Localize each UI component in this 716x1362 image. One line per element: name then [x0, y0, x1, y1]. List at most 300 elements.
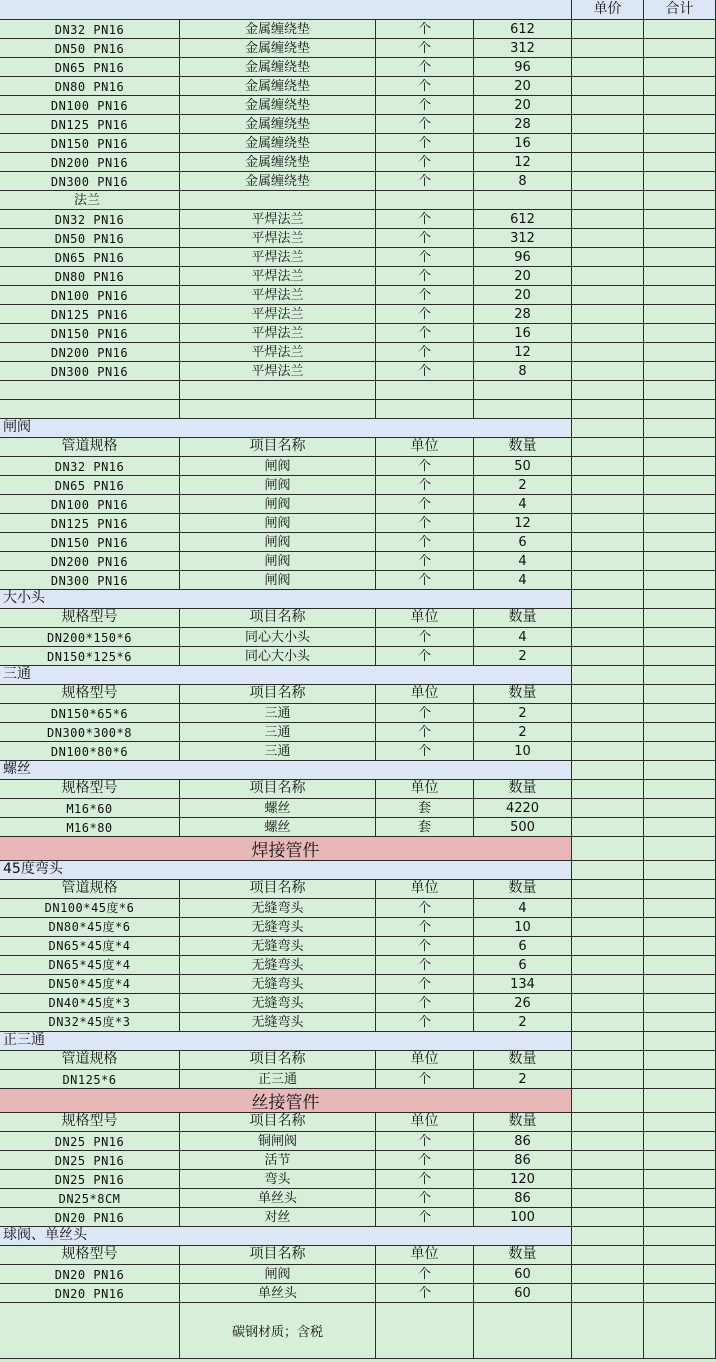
name-cell[interactable]: 平焊法兰 — [180, 210, 376, 229]
unit-cell[interactable]: 个 — [376, 1013, 474, 1032]
price-cell[interactable] — [572, 818, 644, 837]
qty-cell[interactable]: 2 — [474, 1070, 572, 1089]
total-cell[interactable] — [644, 77, 716, 96]
unit-cell[interactable]: 个 — [376, 994, 474, 1013]
qty-cell[interactable]: 4 — [474, 495, 572, 514]
total-cell[interactable] — [644, 1208, 716, 1227]
unit-cell[interactable]: 个 — [376, 229, 474, 248]
footer-note[interactable]: 碳钢材质；含税 — [180, 1303, 376, 1359]
unit-cell[interactable]: 个 — [376, 248, 474, 267]
header-qty[interactable]: 数量 — [474, 1246, 572, 1265]
empty-cell[interactable] — [376, 191, 474, 210]
total-cell[interactable] — [644, 1032, 716, 1051]
name-cell[interactable]: 金属缠绕垫 — [180, 58, 376, 77]
qty-cell[interactable]: 86 — [474, 1132, 572, 1151]
empty-cell[interactable] — [376, 381, 474, 400]
name-cell[interactable]: 螺丝 — [180, 799, 376, 818]
price-cell[interactable] — [572, 1208, 644, 1227]
total-cell[interactable] — [644, 861, 716, 880]
header-unit[interactable]: 单位 — [376, 685, 474, 704]
qty-cell[interactable]: 134 — [474, 975, 572, 994]
price-cell[interactable] — [572, 457, 644, 476]
name-cell[interactable]: 金属缠绕垫 — [180, 153, 376, 172]
total-cell[interactable] — [644, 286, 716, 305]
total-cell[interactable] — [644, 96, 716, 115]
header-name[interactable]: 项目名称 — [180, 780, 376, 799]
empty-cell[interactable] — [474, 191, 572, 210]
unit-cell[interactable]: 套 — [376, 799, 474, 818]
price-cell[interactable] — [572, 96, 644, 115]
total-cell[interactable] — [644, 552, 716, 571]
header-model[interactable]: 规格型号 — [0, 780, 180, 799]
name-cell[interactable]: 三通 — [180, 742, 376, 761]
name-cell[interactable]: 闸阀 — [180, 476, 376, 495]
name-cell[interactable]: 无缝弯头 — [180, 937, 376, 956]
price-cell[interactable] — [572, 742, 644, 761]
name-cell[interactable]: 弯头 — [180, 1170, 376, 1189]
name-cell[interactable]: 金属缠绕垫 — [180, 20, 376, 39]
spec-cell[interactable]: DN100*45度*6 — [0, 899, 180, 918]
total-cell[interactable] — [644, 39, 716, 58]
name-cell[interactable]: 活节 — [180, 1151, 376, 1170]
total-cell[interactable] — [644, 666, 716, 685]
empty-cell[interactable] — [0, 381, 180, 400]
header-name[interactable]: 项目名称 — [180, 685, 376, 704]
unit-cell[interactable]: 个 — [376, 20, 474, 39]
qty-cell[interactable]: 6 — [474, 956, 572, 975]
price-cell[interactable] — [572, 552, 644, 571]
total-cell[interactable] — [644, 723, 716, 742]
price-cell[interactable] — [572, 514, 644, 533]
total-cell[interactable] — [644, 994, 716, 1013]
price-cell[interactable] — [572, 286, 644, 305]
price-cell[interactable] — [572, 229, 644, 248]
name-cell[interactable]: 单丝头 — [180, 1284, 376, 1303]
qty-cell[interactable]: 2 — [474, 1013, 572, 1032]
unit-cell[interactable]: 个 — [376, 476, 474, 495]
spec-cell[interactable]: DN25*8CM — [0, 1189, 180, 1208]
total-cell[interactable] — [644, 918, 716, 937]
total-cell[interactable] — [644, 609, 716, 628]
total-cell[interactable] — [644, 899, 716, 918]
price-cell[interactable] — [572, 994, 644, 1013]
price-cell[interactable] — [572, 1032, 644, 1051]
header-unit[interactable]: 单位 — [376, 1113, 474, 1132]
spec-cell[interactable]: DN150*65*6 — [0, 704, 180, 723]
name-cell[interactable]: 无缝弯头 — [180, 975, 376, 994]
header-model[interactable]: 规格型号 — [0, 1113, 180, 1132]
qty-cell[interactable]: 8 — [474, 172, 572, 191]
name-cell[interactable]: 平焊法兰 — [180, 343, 376, 362]
total-cell[interactable] — [644, 975, 716, 994]
price-cell[interactable] — [572, 39, 644, 58]
header-qty[interactable]: 数量 — [474, 1113, 572, 1132]
unit-cell[interactable]: 个 — [376, 134, 474, 153]
total-cell[interactable] — [644, 1013, 716, 1032]
header-qty[interactable]: 数量 — [474, 780, 572, 799]
total-cell[interactable] — [644, 880, 716, 899]
spec-cell[interactable]: DN80 PN16 — [0, 267, 180, 286]
spec-cell[interactable]: DN32 PN16 — [0, 210, 180, 229]
total-cell[interactable] — [644, 1246, 716, 1265]
total-cell[interactable] — [644, 115, 716, 134]
qty-cell[interactable]: 16 — [474, 134, 572, 153]
price-cell[interactable] — [572, 419, 644, 438]
qty-cell[interactable]: 28 — [474, 115, 572, 134]
unit-cell[interactable]: 个 — [376, 533, 474, 552]
total-cell[interactable] — [644, 20, 716, 39]
total-cell[interactable] — [644, 58, 716, 77]
name-cell[interactable]: 闸阀 — [180, 495, 376, 514]
header-qty[interactable]: 数量 — [474, 609, 572, 628]
total-cell[interactable] — [644, 305, 716, 324]
price-cell[interactable] — [572, 956, 644, 975]
name-cell[interactable]: 平焊法兰 — [180, 229, 376, 248]
spec-cell[interactable]: DN125 PN16 — [0, 514, 180, 533]
unit-cell[interactable]: 套 — [376, 818, 474, 837]
spec-cell[interactable]: DN200 PN16 — [0, 343, 180, 362]
header-model[interactable]: 规格型号 — [0, 609, 180, 628]
qty-cell[interactable]: 612 — [474, 20, 572, 39]
price-cell[interactable] — [572, 761, 644, 780]
spec-cell[interactable]: M16*60 — [0, 799, 180, 818]
unit-cell[interactable]: 个 — [376, 115, 474, 134]
price-cell[interactable] — [572, 1089, 644, 1113]
empty-cell[interactable] — [644, 400, 716, 419]
price-cell[interactable] — [572, 210, 644, 229]
unit-cell[interactable]: 个 — [376, 343, 474, 362]
total-cell[interactable] — [644, 956, 716, 975]
total-cell[interactable] — [644, 837, 716, 861]
price-cell[interactable] — [572, 609, 644, 628]
name-cell[interactable]: 无缝弯头 — [180, 956, 376, 975]
spec-cell[interactable]: DN25 PN16 — [0, 1151, 180, 1170]
qty-cell[interactable]: 8 — [474, 362, 572, 381]
header-qty[interactable]: 数量 — [474, 880, 572, 899]
total-cell[interactable] — [644, 571, 716, 590]
section-title-equal_tee[interactable]: 正三通 — [0, 1032, 572, 1051]
empty-cell[interactable] — [572, 400, 644, 419]
spec-cell[interactable]: DN65 PN16 — [0, 476, 180, 495]
price-cell[interactable] — [572, 172, 644, 191]
name-cell[interactable]: 无缝弯头 — [180, 899, 376, 918]
empty-cell[interactable] — [376, 1303, 474, 1359]
name-cell[interactable]: 闸阀 — [180, 552, 376, 571]
total-cell[interactable] — [644, 1189, 716, 1208]
price-cell[interactable] — [572, 780, 644, 799]
header-unit[interactable]: 单位 — [376, 1051, 474, 1070]
total-cell[interactable] — [644, 799, 716, 818]
spec-cell[interactable]: DN50 PN16 — [0, 229, 180, 248]
header-spec[interactable]: 管道规格 — [0, 438, 180, 457]
unit-cell[interactable]: 个 — [376, 267, 474, 286]
spec-cell[interactable]: DN300 PN16 — [0, 362, 180, 381]
spec-cell[interactable]: DN150*125*6 — [0, 647, 180, 666]
spec-cell[interactable]: DN20 PN16 — [0, 1208, 180, 1227]
unit-cell[interactable]: 个 — [376, 956, 474, 975]
qty-cell[interactable]: 96 — [474, 248, 572, 267]
unit-cell[interactable]: 个 — [376, 1170, 474, 1189]
price-cell[interactable] — [572, 324, 644, 343]
price-cell[interactable] — [572, 362, 644, 381]
unit-cell[interactable]: 个 — [376, 1151, 474, 1170]
unit-cell[interactable]: 个 — [376, 58, 474, 77]
empty-cell[interactable] — [644, 191, 716, 210]
qty-cell[interactable]: 10 — [474, 742, 572, 761]
empty-cell[interactable] — [376, 400, 474, 419]
empty-cell[interactable] — [180, 381, 376, 400]
name-cell[interactable]: 金属缠绕垫 — [180, 96, 376, 115]
price-cell[interactable] — [572, 20, 644, 39]
price-cell[interactable] — [572, 880, 644, 899]
price-cell[interactable] — [572, 1013, 644, 1032]
unit-cell[interactable]: 个 — [376, 704, 474, 723]
header-qty[interactable]: 数量 — [474, 685, 572, 704]
header-name[interactable]: 项目名称 — [180, 1113, 376, 1132]
spec-cell[interactable]: DN80*45度*6 — [0, 918, 180, 937]
name-cell[interactable]: 螺丝 — [180, 818, 376, 837]
name-cell[interactable]: 三通 — [180, 723, 376, 742]
empty-cell[interactable] — [572, 191, 644, 210]
header-unit[interactable]: 单位 — [376, 880, 474, 899]
total-cell[interactable] — [644, 267, 716, 286]
header-qty[interactable]: 数量 — [474, 1051, 572, 1070]
qty-cell[interactable]: 2 — [474, 704, 572, 723]
price-cell[interactable] — [572, 438, 644, 457]
qty-cell[interactable]: 86 — [474, 1189, 572, 1208]
empty-cell[interactable] — [644, 381, 716, 400]
total-cell[interactable] — [644, 1284, 716, 1303]
total-cell[interactable] — [644, 1070, 716, 1089]
name-cell[interactable]: 闸阀 — [180, 457, 376, 476]
price-cell[interactable] — [572, 267, 644, 286]
total-cell[interactable] — [644, 1089, 716, 1113]
header-name[interactable]: 项目名称 — [180, 1051, 376, 1070]
name-cell[interactable]: 平焊法兰 — [180, 362, 376, 381]
total-cell[interactable] — [644, 343, 716, 362]
unit-cell[interactable]: 个 — [376, 742, 474, 761]
unit-cell[interactable]: 个 — [376, 937, 474, 956]
spec-cell[interactable]: DN200 PN16 — [0, 153, 180, 172]
spec-cell[interactable]: DN125 PN16 — [0, 115, 180, 134]
name-cell[interactable]: 无缝弯头 — [180, 994, 376, 1013]
price-cell[interactable] — [572, 77, 644, 96]
unit-cell[interactable]: 个 — [376, 1132, 474, 1151]
top-blank-cell[interactable] — [0, 0, 572, 20]
total-cell[interactable] — [644, 1170, 716, 1189]
total-cell[interactable] — [644, 1132, 716, 1151]
header-model[interactable]: 规格型号 — [0, 1246, 180, 1265]
spec-cell[interactable]: DN100*80*6 — [0, 742, 180, 761]
price-cell[interactable] — [572, 1189, 644, 1208]
price-cell[interactable] — [572, 723, 644, 742]
price-cell[interactable] — [572, 343, 644, 362]
spec-cell[interactable]: DN80 PN16 — [0, 77, 180, 96]
spec-cell[interactable]: DN300 PN16 — [0, 571, 180, 590]
price-cell[interactable] — [572, 861, 644, 880]
unit-cell[interactable]: 个 — [376, 495, 474, 514]
spec-cell[interactable]: DN65 PN16 — [0, 248, 180, 267]
unit-cell[interactable]: 个 — [376, 324, 474, 343]
qty-cell[interactable]: 4220 — [474, 799, 572, 818]
spec-cell[interactable]: DN50*45度*4 — [0, 975, 180, 994]
section-title-reducer[interactable]: 大小头 — [0, 590, 572, 609]
qty-cell[interactable]: 6 — [474, 533, 572, 552]
unit-cell[interactable]: 个 — [376, 975, 474, 994]
spec-cell[interactable]: DN100 PN16 — [0, 495, 180, 514]
name-cell[interactable]: 闸阀 — [180, 533, 376, 552]
unit-cell[interactable]: 个 — [376, 362, 474, 381]
price-cell[interactable] — [572, 1151, 644, 1170]
spec-cell[interactable]: DN50 PN16 — [0, 39, 180, 58]
header-name[interactable]: 项目名称 — [180, 609, 376, 628]
spec-cell[interactable]: DN100 PN16 — [0, 286, 180, 305]
qty-cell[interactable]: 16 — [474, 324, 572, 343]
header-total[interactable]: 合计 — [644, 0, 716, 20]
price-cell[interactable] — [572, 1227, 644, 1246]
section-title-tee[interactable]: 三通 — [0, 666, 572, 685]
unit-cell[interactable]: 个 — [376, 96, 474, 115]
total-cell[interactable] — [644, 647, 716, 666]
qty-cell[interactable]: 12 — [474, 153, 572, 172]
qty-cell[interactable]: 60 — [474, 1265, 572, 1284]
qty-cell[interactable]: 20 — [474, 267, 572, 286]
price-cell[interactable] — [572, 975, 644, 994]
total-cell[interactable] — [644, 1051, 716, 1070]
qty-cell[interactable]: 4 — [474, 571, 572, 590]
unit-cell[interactable]: 个 — [376, 1265, 474, 1284]
qty-cell[interactable]: 20 — [474, 286, 572, 305]
header-name[interactable]: 项目名称 — [180, 1246, 376, 1265]
price-cell[interactable] — [572, 1070, 644, 1089]
total-cell[interactable] — [644, 1227, 716, 1246]
price-cell[interactable] — [572, 1132, 644, 1151]
section-title-flange[interactable]: 法兰 — [0, 191, 180, 210]
price-cell[interactable] — [572, 1113, 644, 1132]
empty-cell[interactable] — [474, 381, 572, 400]
total-cell[interactable] — [644, 248, 716, 267]
total-cell[interactable] — [644, 438, 716, 457]
total-cell[interactable] — [644, 172, 716, 191]
price-cell[interactable] — [572, 1246, 644, 1265]
name-cell[interactable]: 平焊法兰 — [180, 248, 376, 267]
price-cell[interactable] — [572, 58, 644, 77]
price-cell[interactable] — [572, 899, 644, 918]
unit-cell[interactable]: 个 — [376, 1284, 474, 1303]
total-cell[interactable] — [644, 1113, 716, 1132]
total-cell[interactable] — [644, 419, 716, 438]
unit-cell[interactable]: 个 — [376, 628, 474, 647]
price-cell[interactable] — [572, 628, 644, 647]
name-cell[interactable]: 闸阀 — [180, 514, 376, 533]
total-cell[interactable] — [644, 229, 716, 248]
qty-cell[interactable]: 4 — [474, 628, 572, 647]
spec-cell[interactable]: DN150 PN16 — [0, 324, 180, 343]
section-title-gate_valve[interactable]: 闸阀 — [0, 419, 572, 438]
total-cell[interactable] — [644, 628, 716, 647]
name-cell[interactable]: 平焊法兰 — [180, 324, 376, 343]
unit-cell[interactable]: 个 — [376, 172, 474, 191]
price-cell[interactable] — [572, 937, 644, 956]
price-cell[interactable] — [572, 1284, 644, 1303]
name-cell[interactable]: 无缝弯头 — [180, 918, 376, 937]
unit-cell[interactable]: 个 — [376, 39, 474, 58]
header-model[interactable]: 规格型号 — [0, 685, 180, 704]
total-cell[interactable] — [644, 324, 716, 343]
unit-cell[interactable]: 个 — [376, 1208, 474, 1227]
price-cell[interactable] — [572, 248, 644, 267]
unit-cell[interactable]: 个 — [376, 918, 474, 937]
price-cell[interactable] — [572, 666, 644, 685]
price-cell[interactable] — [572, 305, 644, 324]
spec-cell[interactable]: DN150 PN16 — [0, 533, 180, 552]
header-unit[interactable]: 单位 — [376, 780, 474, 799]
unit-cell[interactable]: 个 — [376, 77, 474, 96]
price-cell[interactable] — [572, 1170, 644, 1189]
unit-cell[interactable]: 个 — [376, 210, 474, 229]
section-title-elbow45[interactable]: 45度弯头 — [0, 861, 572, 880]
spec-cell[interactable]: DN20 PN16 — [0, 1265, 180, 1284]
total-cell[interactable] — [644, 514, 716, 533]
name-cell[interactable]: 闸阀 — [180, 1265, 376, 1284]
price-cell[interactable] — [572, 1265, 644, 1284]
spec-cell[interactable]: DN150 PN16 — [0, 134, 180, 153]
qty-cell[interactable]: 2 — [474, 647, 572, 666]
qty-cell[interactable]: 28 — [474, 305, 572, 324]
name-cell[interactable]: 铜闸阀 — [180, 1132, 376, 1151]
name-cell[interactable]: 对丝 — [180, 1208, 376, 1227]
spec-cell[interactable]: DN300*300*8 — [0, 723, 180, 742]
section-title-threaded_fittings[interactable]: 丝接管件 — [0, 1089, 572, 1113]
spec-cell[interactable]: DN25 PN16 — [0, 1132, 180, 1151]
qty-cell[interactable]: 100 — [474, 1208, 572, 1227]
total-cell[interactable] — [644, 685, 716, 704]
name-cell[interactable]: 平焊法兰 — [180, 267, 376, 286]
price-cell[interactable] — [572, 571, 644, 590]
name-cell[interactable]: 同心大小头 — [180, 647, 376, 666]
price-cell[interactable] — [572, 153, 644, 172]
price-cell[interactable] — [572, 134, 644, 153]
unit-cell[interactable]: 个 — [376, 552, 474, 571]
name-cell[interactable]: 同心大小头 — [180, 628, 376, 647]
price-cell[interactable] — [572, 704, 644, 723]
price-cell[interactable] — [572, 799, 644, 818]
qty-cell[interactable]: 312 — [474, 39, 572, 58]
header-unit[interactable]: 单位 — [376, 438, 474, 457]
header-unit[interactable]: 单位 — [376, 1246, 474, 1265]
header-name[interactable]: 项目名称 — [180, 438, 376, 457]
qty-cell[interactable]: 50 — [474, 457, 572, 476]
unit-cell[interactable]: 个 — [376, 723, 474, 742]
spec-cell[interactable]: DN65*45度*4 — [0, 956, 180, 975]
total-cell[interactable] — [644, 153, 716, 172]
unit-cell[interactable]: 个 — [376, 514, 474, 533]
price-cell[interactable] — [572, 476, 644, 495]
name-cell[interactable]: 三通 — [180, 704, 376, 723]
unit-cell[interactable]: 个 — [376, 1070, 474, 1089]
unit-cell[interactable]: 个 — [376, 305, 474, 324]
total-cell[interactable] — [644, 780, 716, 799]
total-cell[interactable] — [644, 937, 716, 956]
name-cell[interactable]: 正三通 — [180, 1070, 376, 1089]
unit-cell[interactable]: 个 — [376, 1189, 474, 1208]
spec-cell[interactable]: DN32*45度*3 — [0, 1013, 180, 1032]
name-cell[interactable]: 平焊法兰 — [180, 305, 376, 324]
header-qty[interactable]: 数量 — [474, 438, 572, 457]
empty-cell[interactable] — [180, 191, 376, 210]
price-cell[interactable] — [572, 533, 644, 552]
price-cell[interactable] — [572, 647, 644, 666]
